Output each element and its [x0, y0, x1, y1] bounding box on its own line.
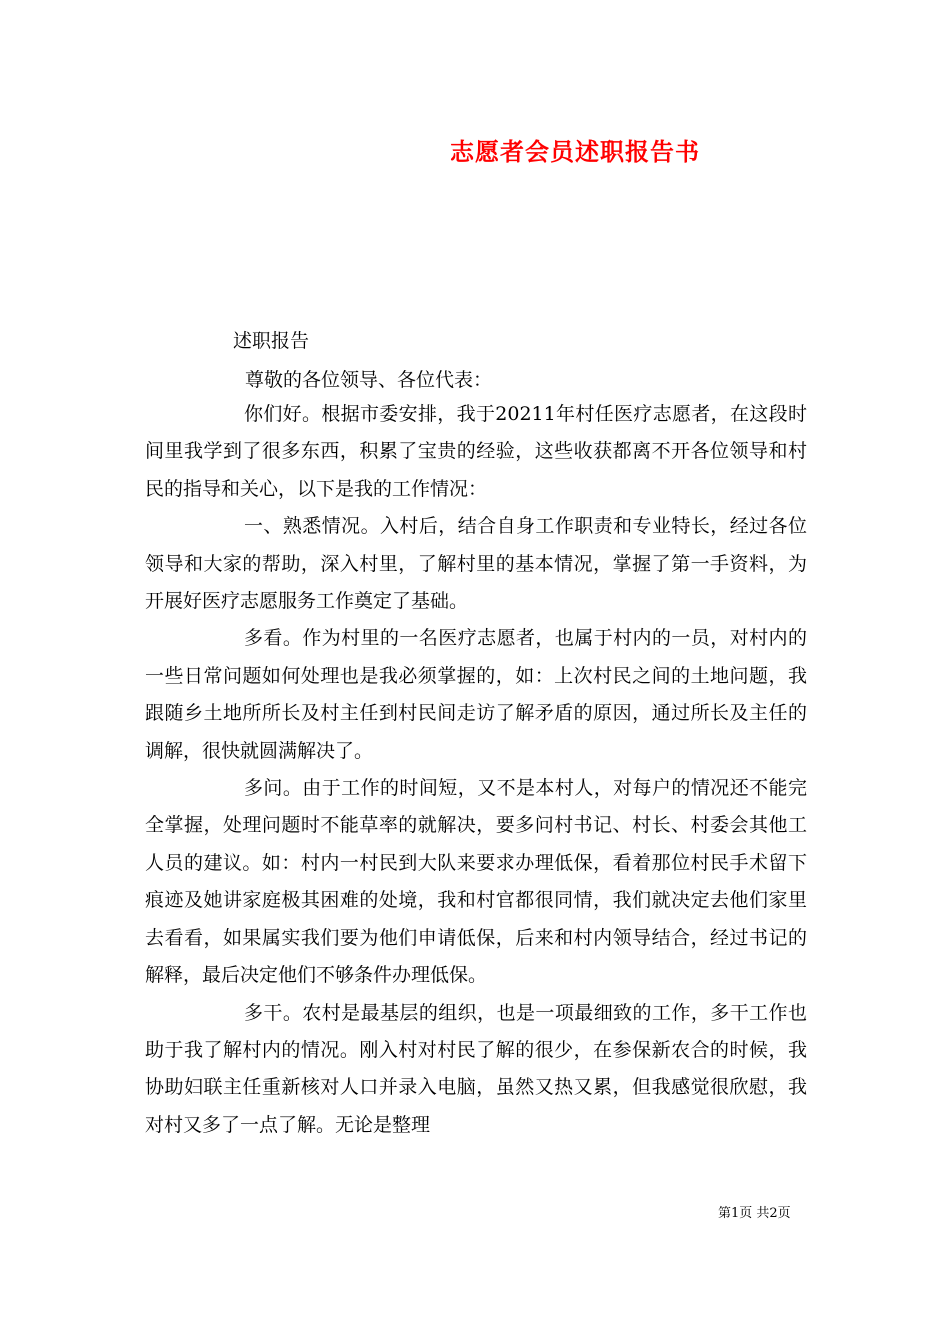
- report-label: 述职报告: [233, 330, 310, 352]
- salutation: 尊敬的各位领导、各位代表：: [245, 369, 493, 391]
- paragraph-greeting: 你们好。根据市委安排，我于20211年村任医疗志愿者，在这段时间里我学到了很多东西，积累了宝贵的经验，这些收获都离不开各位领导和村民的指导和关心，以下是我的工作情况：: [145, 403, 807, 500]
- document-title: 志愿者会员述职报告书: [450, 137, 700, 166]
- body-text: [145, 396, 807, 1144]
- paragraph-observe: 多看。作为村里的一名医疗志愿者，也属于村内的一员，对村内的一些日常问题如何处理也是我必须掌握的，如：上次村民之间的土地问题，我跟随乡土地所所长及村主任到村民间走访了解矛盾的原因，通过所长及主任的调解，很快就圆满解决了。: [145, 627, 807, 762]
- page-number: 第1页 共2页: [718, 1206, 791, 1221]
- paragraph-work: 多干。农村是最基层的组织，也是一项最细致的工作，多干工作也助于我了解村内的情况。刚入村对村民了解的很少，在参保新农合的时候，我协助妇联主任重新核对人口并录入电脑，虽然又热又累，但我感觉很欣慰，我对村又多了一点了解。无论是整理: [145, 1001, 807, 1136]
- paragraph-familiarize: 一、熟悉情况。入村后，结合自身工作职责和专业特长，经过各位领导和大家的帮助，深入村里，了解村里的基本情况，掌握了第一手资料，为开展好医疗志愿服务工作奠定了基础。: [145, 515, 807, 613]
- paragraph-ask: 多问。由于工作的时间短，又不是本村人，对每户的情况还不能完全掌握，处理问题时不能草率的就解决，要多问村书记、村长、村委会其他工人员的建议。如：村内一村民到大队来要求办理低保，看着那位村民手术留下痕迹及她讲家庭极其困难的处境，我和村官都很同情，我们就决定去他们家里去看看，如果属实我们要为他们申请低保，后来和村内领导结合，经过书记的解释，最后决定他们不够条件办理低保。: [145, 777, 807, 987]
